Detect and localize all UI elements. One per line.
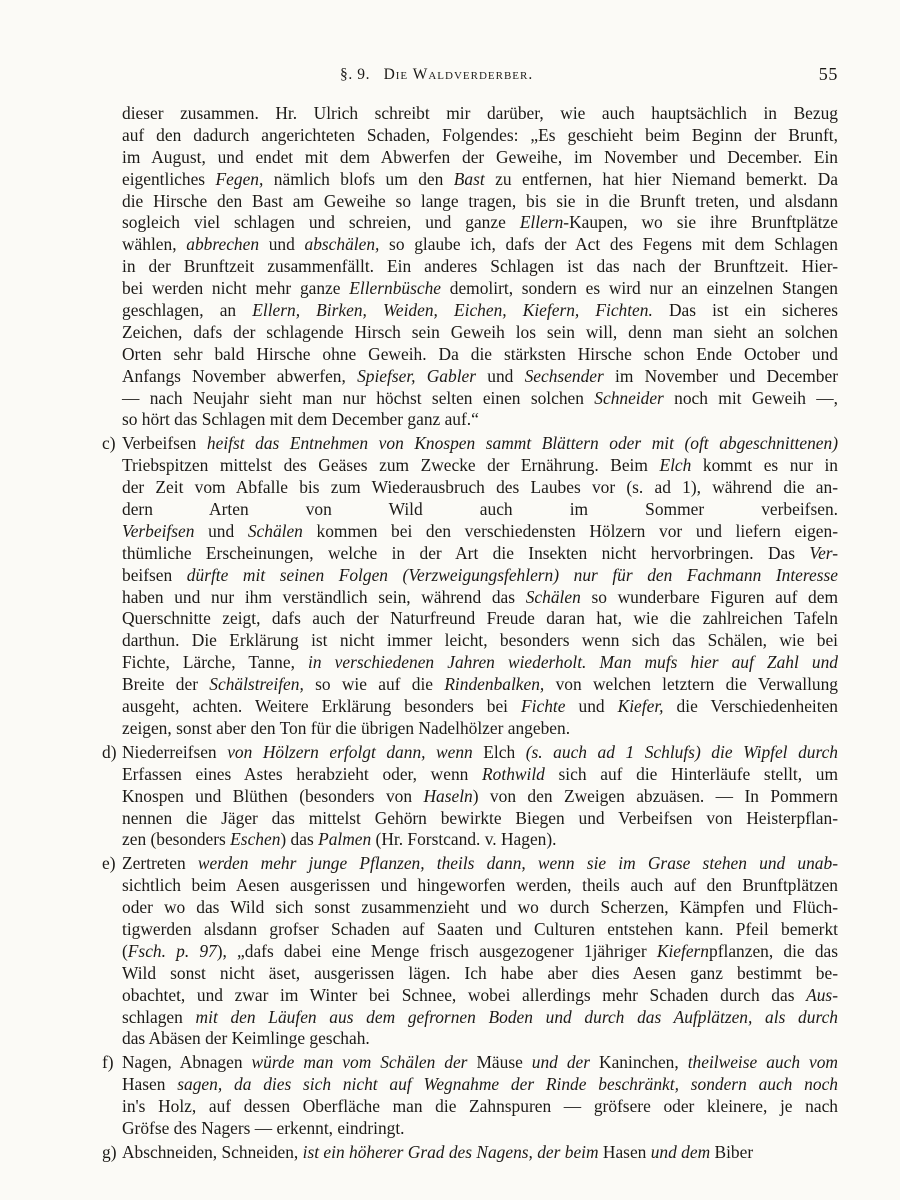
italic-term: Elch — [659, 455, 692, 476]
text-run: schlagen — [122, 1006, 183, 1027]
italic-term: Ellern — [519, 212, 564, 233]
text-line — [122, 941, 838, 963]
text-line — [122, 985, 838, 1007]
text-run: der Zeit vom Abfalle bis zum Wiederausbruch des Laubes vor (s. ad 1), während die an- — [122, 477, 838, 498]
text-run: Wild sonst nicht äset, ausgerissen lägen. Ich habe aber dies Aesen ganz bestimmt be- — [122, 962, 838, 983]
text-line — [122, 652, 838, 674]
text-run: Triebspitzen mittelst des Geäses zum Zwecke der Ernährung. Beim — [122, 455, 660, 476]
text-run: wählen, — [122, 234, 187, 255]
text-run: tigwerden alsdann grofser Schaden auf Saaten und Culturen entstehen kann. Pfeil bemerkt — [122, 918, 838, 939]
text-line — [122, 322, 838, 344]
text-run: Das ist ein sicheres — [652, 300, 839, 321]
text-run: ), „dafs dabei eine Menge frisch ausgezogener 1jähriger — [216, 940, 657, 961]
text-line — [122, 808, 838, 830]
text-run: so wunderbare Figuren auf dem — [580, 586, 838, 607]
text-run: und — [476, 365, 525, 386]
text-run: kommt es nur in — [691, 455, 838, 476]
text-line — [122, 409, 838, 431]
italic-term: Ellern, Birken, Weiden, Eichen, Kiefern, Fichten. — [252, 300, 653, 321]
text-run: Breite der — [122, 674, 210, 695]
italic-term: Schälen — [247, 520, 303, 541]
italic-term: Rothwild — [482, 763, 545, 784]
text-line — [122, 169, 838, 191]
text-line — [122, 147, 838, 169]
text-run: zu entfernen, hat hier Niemand bemerkt. Da — [484, 168, 839, 189]
text-run: beifsen — [122, 564, 173, 585]
italic-term: sagen, da dies sich nicht auf Wegnahme der Rinde beschränkt, sondern auch noch — [165, 1074, 838, 1095]
text-run: bei werden nicht mehr ganze — [122, 278, 350, 299]
italic-term: Fegen, — [215, 168, 264, 189]
text-line — [122, 963, 838, 985]
text-line — [122, 565, 838, 587]
text-run: und — [194, 520, 248, 541]
text-line — [122, 1028, 838, 1050]
text-line — [102, 433, 838, 455]
italic-term: heifst das Entnehmen von Knospen sammt Blättern oder mit (oft abgeschnittenen) — [196, 433, 838, 454]
text-line — [122, 103, 838, 125]
text-run: demolirt, sondern es wird nur an einzelnen Stangen — [441, 278, 838, 299]
italic-term: Eschen — [230, 829, 281, 850]
text-run: Zeichen, dafs der schlagende Hirsch sein Geweih los sein will, denn man sieht an solchen — [122, 321, 838, 342]
text-line — [122, 764, 838, 786]
text-line — [122, 630, 838, 652]
text-line — [122, 1007, 838, 1029]
italic-term: Aus- — [806, 984, 838, 1005]
text-run: dieser zusammen. Hr. Ulrich schreibt mir darüber, wie auch hauptsächlich in Bezug — [122, 103, 838, 123]
text-line — [122, 455, 838, 477]
text-run: Elch — [483, 741, 516, 762]
text-run: so glaube ich, dafs der Act des Fegens mit dem Schlagen — [379, 234, 838, 255]
text-line — [122, 1096, 838, 1118]
item-label: e) — [102, 853, 116, 874]
running-title-group — [340, 66, 533, 84]
italic-term: abbrechen — [186, 234, 260, 255]
text-run: darthun. Die Erklärung ist nicht immer leicht, besonders wenn sich das Schälen, wie bei — [122, 630, 838, 651]
text-line — [122, 344, 838, 366]
italic-term: Fsch. p. 97 — [127, 940, 217, 961]
italic-term: Ver- — [809, 542, 838, 563]
italic-term: (s. auch ad 1 Schlufs) die Wipfel durch — [515, 741, 838, 762]
text-run: noch mit Geweih —, — [663, 387, 838, 408]
text-line — [122, 696, 838, 718]
text-run: Knospen und Blüthen (besonders von — [122, 785, 424, 806]
text-line — [122, 786, 838, 808]
text-run: sich auf die Hinterläufe stellt, um — [544, 763, 839, 784]
text-run: Kaninchen, — [599, 1052, 679, 1073]
text-line — [122, 1118, 838, 1140]
italic-term: dürfte mit seinen Folgen (Verzweigungsfehlern) nur für den Fachmann Interesse — [172, 564, 838, 585]
text-line — [122, 191, 838, 213]
text-line — [122, 875, 838, 897]
text-line — [102, 853, 838, 875]
italic-term: Schälen — [525, 586, 581, 607]
text-run: in der Brunftzeit zusammenfällt. Ein anderes Schlagen ist das nach der Brunftzeit. Hier- — [122, 256, 838, 277]
text-run: Anfangs November abwerfen, — [122, 365, 358, 386]
text-run: die Verschiedenheiten — [663, 696, 838, 717]
text-run: im November und December — [603, 365, 839, 386]
text-line — [122, 587, 838, 609]
paragraph-d — [102, 741, 839, 851]
text-run: und — [259, 234, 305, 255]
text-line — [122, 212, 838, 234]
text-line — [122, 718, 838, 740]
italic-term: in verschiedenen Jahren wiederholt. Man mufs hier auf Zahl und — [294, 652, 838, 673]
italic-term: Rindenbalken, — [444, 674, 545, 695]
text-line — [122, 234, 838, 256]
text-run: Hasen — [122, 1074, 166, 1095]
text-run: Erfassen eines Astes herabzieht oder, wenn — [122, 763, 483, 784]
running-header — [122, 64, 838, 88]
paragraph-f — [102, 1052, 838, 1140]
italic-term: Verbeifsen — [122, 520, 195, 541]
text-line — [122, 366, 838, 388]
text-run: ausgeht, achten. Weitere Erklärung besonders bei — [122, 696, 522, 717]
text-run: sichtlich beim Aesen ausgerissen und hingeworfen werden, theils auch auf den Brunftplätzen — [122, 875, 838, 896]
text-run: Gröfse des Nagers — erkennt, eindringt. — [122, 1117, 405, 1138]
italic-term: Palmen — [318, 829, 372, 850]
text-run: Verbeifsen — [122, 433, 197, 454]
text-run: ) von den Zweigen abzuäsen. — In Pommern — [472, 785, 838, 806]
text-run: und — [565, 696, 618, 717]
paragraph-e — [102, 853, 838, 1050]
italic-term: und dem — [646, 1141, 715, 1162]
text-run: Orten sehr bald Hirsche ohne Geweih. Da die stärksten Hirsche schon Ende October und — [122, 343, 838, 364]
italic-term: Schneider — [594, 387, 664, 408]
text-line — [122, 125, 838, 147]
text-run: zeigen, sonst aber den Ton für die übrigen Nadelhölzer angeben. — [122, 717, 571, 738]
italic-term: Fichte — [521, 696, 566, 717]
text-run: dern Arten von Wild auch im Sommer verbeifsen. — [122, 499, 838, 520]
text-run: Hasen — [602, 1141, 647, 1162]
italic-term: theilweise auch vom — [678, 1052, 838, 1073]
text-run: kommen bei den verschiedensten Hölzern vor und liefern eigen- — [302, 520, 839, 541]
paragraph-c — [102, 433, 839, 739]
text-line — [102, 1141, 838, 1164]
text-run: thümliche Erscheinungen, welche in der Art die Insekten nicht hervorbringen. Das — [122, 542, 810, 563]
text-line — [122, 278, 838, 300]
text-run: — nach Neujahr sieht man nur höchst selten einen solchen — [122, 387, 595, 408]
text-line — [122, 388, 838, 410]
italic-term: mit den Läufen aus dem gefrornen Boden und durch das Aufplätzen, als durch — [182, 1006, 838, 1027]
text-line — [122, 829, 838, 851]
text-run: ( — [122, 940, 128, 961]
italic-term: abschälen, — [304, 234, 380, 255]
text-run: von welchen letztern die Verwallung — [544, 674, 839, 695]
item-label: c) — [102, 433, 116, 454]
text-line — [122, 608, 838, 630]
text-line — [122, 300, 838, 322]
italic-term: von Hölzern erfolgt dann, wenn — [216, 741, 484, 762]
text-run: obachtet, und zwar im Winter bei Schnee, wobei allerdings mehr Schaden durch das — [122, 984, 807, 1005]
text-run: Nagen, Abnagen — [122, 1052, 243, 1073]
text-line — [122, 897, 838, 919]
text-run: im August, und endet mit dem Abwerfen der Geweihe, im November und December. Ein — [122, 146, 838, 167]
text-line — [122, 521, 838, 543]
italic-term: Kiefern — [656, 940, 710, 961]
item-label: f) — [102, 1052, 114, 1073]
item-label: g) — [102, 1141, 117, 1162]
text-run: Abschneiden, Schneiden, — [122, 1141, 299, 1162]
section-mark: §. 9. — [340, 66, 371, 83]
text-run: in's Holz, auf dessen Oberfläche man die Zahnspuren — gröfsere oder kleinere, je nach — [122, 1096, 838, 1117]
text-line — [122, 499, 838, 521]
text-run: so wie auf die — [303, 674, 445, 695]
item-label: d) — [102, 741, 117, 762]
italic-term: ist ein höherer Grad des Nagens, der beim — [298, 1141, 603, 1162]
italic-term: Schälstreifen, — [209, 674, 304, 695]
paragraph — [122, 103, 838, 431]
text-run: Zertreten — [122, 853, 186, 874]
text-run: ) das — [280, 829, 319, 850]
text-run: -Kaupen, wo sie ihre Brunftplätze — [563, 212, 838, 233]
text-line — [122, 543, 838, 565]
text-line — [102, 1052, 838, 1074]
text-run: Mäuse — [476, 1052, 523, 1073]
paragraph-g — [102, 1141, 838, 1164]
text-run: Niederreifsen — [122, 741, 217, 762]
text-run: geschlagen, an — [122, 300, 253, 321]
text-line — [122, 674, 838, 696]
text-run: nennen die Jäger das mittelst Gehörn bewirkte Biegen und Verbeifsen von Heisterpflan- — [122, 807, 838, 828]
italic-term: und der — [522, 1052, 600, 1073]
italic-term: Sechsender — [524, 365, 604, 386]
page-number: 55 — [818, 64, 838, 84]
text-run: nämlich blofs um den — [263, 168, 454, 189]
italic-term: Haseln — [423, 785, 473, 806]
italic-term: würde man vom Schälen der — [242, 1052, 477, 1073]
text-run: pflanzen, die das — [709, 940, 838, 961]
text-run: sogleich viel schlagen und schreien, und ganze — [122, 212, 520, 233]
text-run: das Abäsen der Keimlinge geschah. — [122, 1028, 370, 1049]
text-run: auf den dadurch angerichteten Schaden, Folgendes: „Es geschieht beim Beginn der Brunft, — [122, 124, 838, 145]
italic-term: Ellernbüsche — [349, 278, 442, 299]
text-run: Querschnitte zeigt, dafs auch der Naturfreund Freude daran hat, wie die zahlreichen Tafeln — [122, 608, 838, 629]
italic-term: Bast — [453, 168, 485, 189]
text-run: oder wo das Wild sich sonst zusammenzieht und wo durch Scherzen, Kämpfen und Flüch- — [122, 897, 838, 918]
text-line — [122, 477, 838, 499]
italic-term: werden mehr junge Pflanzen, theils dann, wenn sie im Grase stehen und unab- — [185, 853, 838, 874]
text-run: (Hr. Forstcand. v. Hagen). — [371, 829, 557, 850]
text-run: so hört das Schlagen mit dem December ganz auf.“ — [122, 409, 479, 430]
page-body — [102, 101, 839, 1164]
text-run: die Hirsche den Bast am Geweihe so lange tragen, bis sie in die Brunft treten, und alsdann — [122, 190, 838, 211]
text-line — [122, 256, 838, 278]
text-run: Fichte, Lärche, Tanne, — [122, 652, 295, 673]
text-run: Biber — [714, 1141, 754, 1162]
running-title: Die Waldverderber. — [383, 66, 534, 83]
text-run: haben und nur ihm verständlich sein, während das — [122, 586, 526, 607]
text-line — [122, 919, 838, 941]
italic-term: Spiefser, Gabler — [357, 365, 477, 386]
text-run: eigentliches — [122, 168, 216, 189]
text-run: zen (besonders — [122, 829, 231, 850]
text-line — [122, 1074, 838, 1096]
italic-term: Kiefer, — [617, 696, 664, 717]
text-line — [102, 741, 838, 764]
